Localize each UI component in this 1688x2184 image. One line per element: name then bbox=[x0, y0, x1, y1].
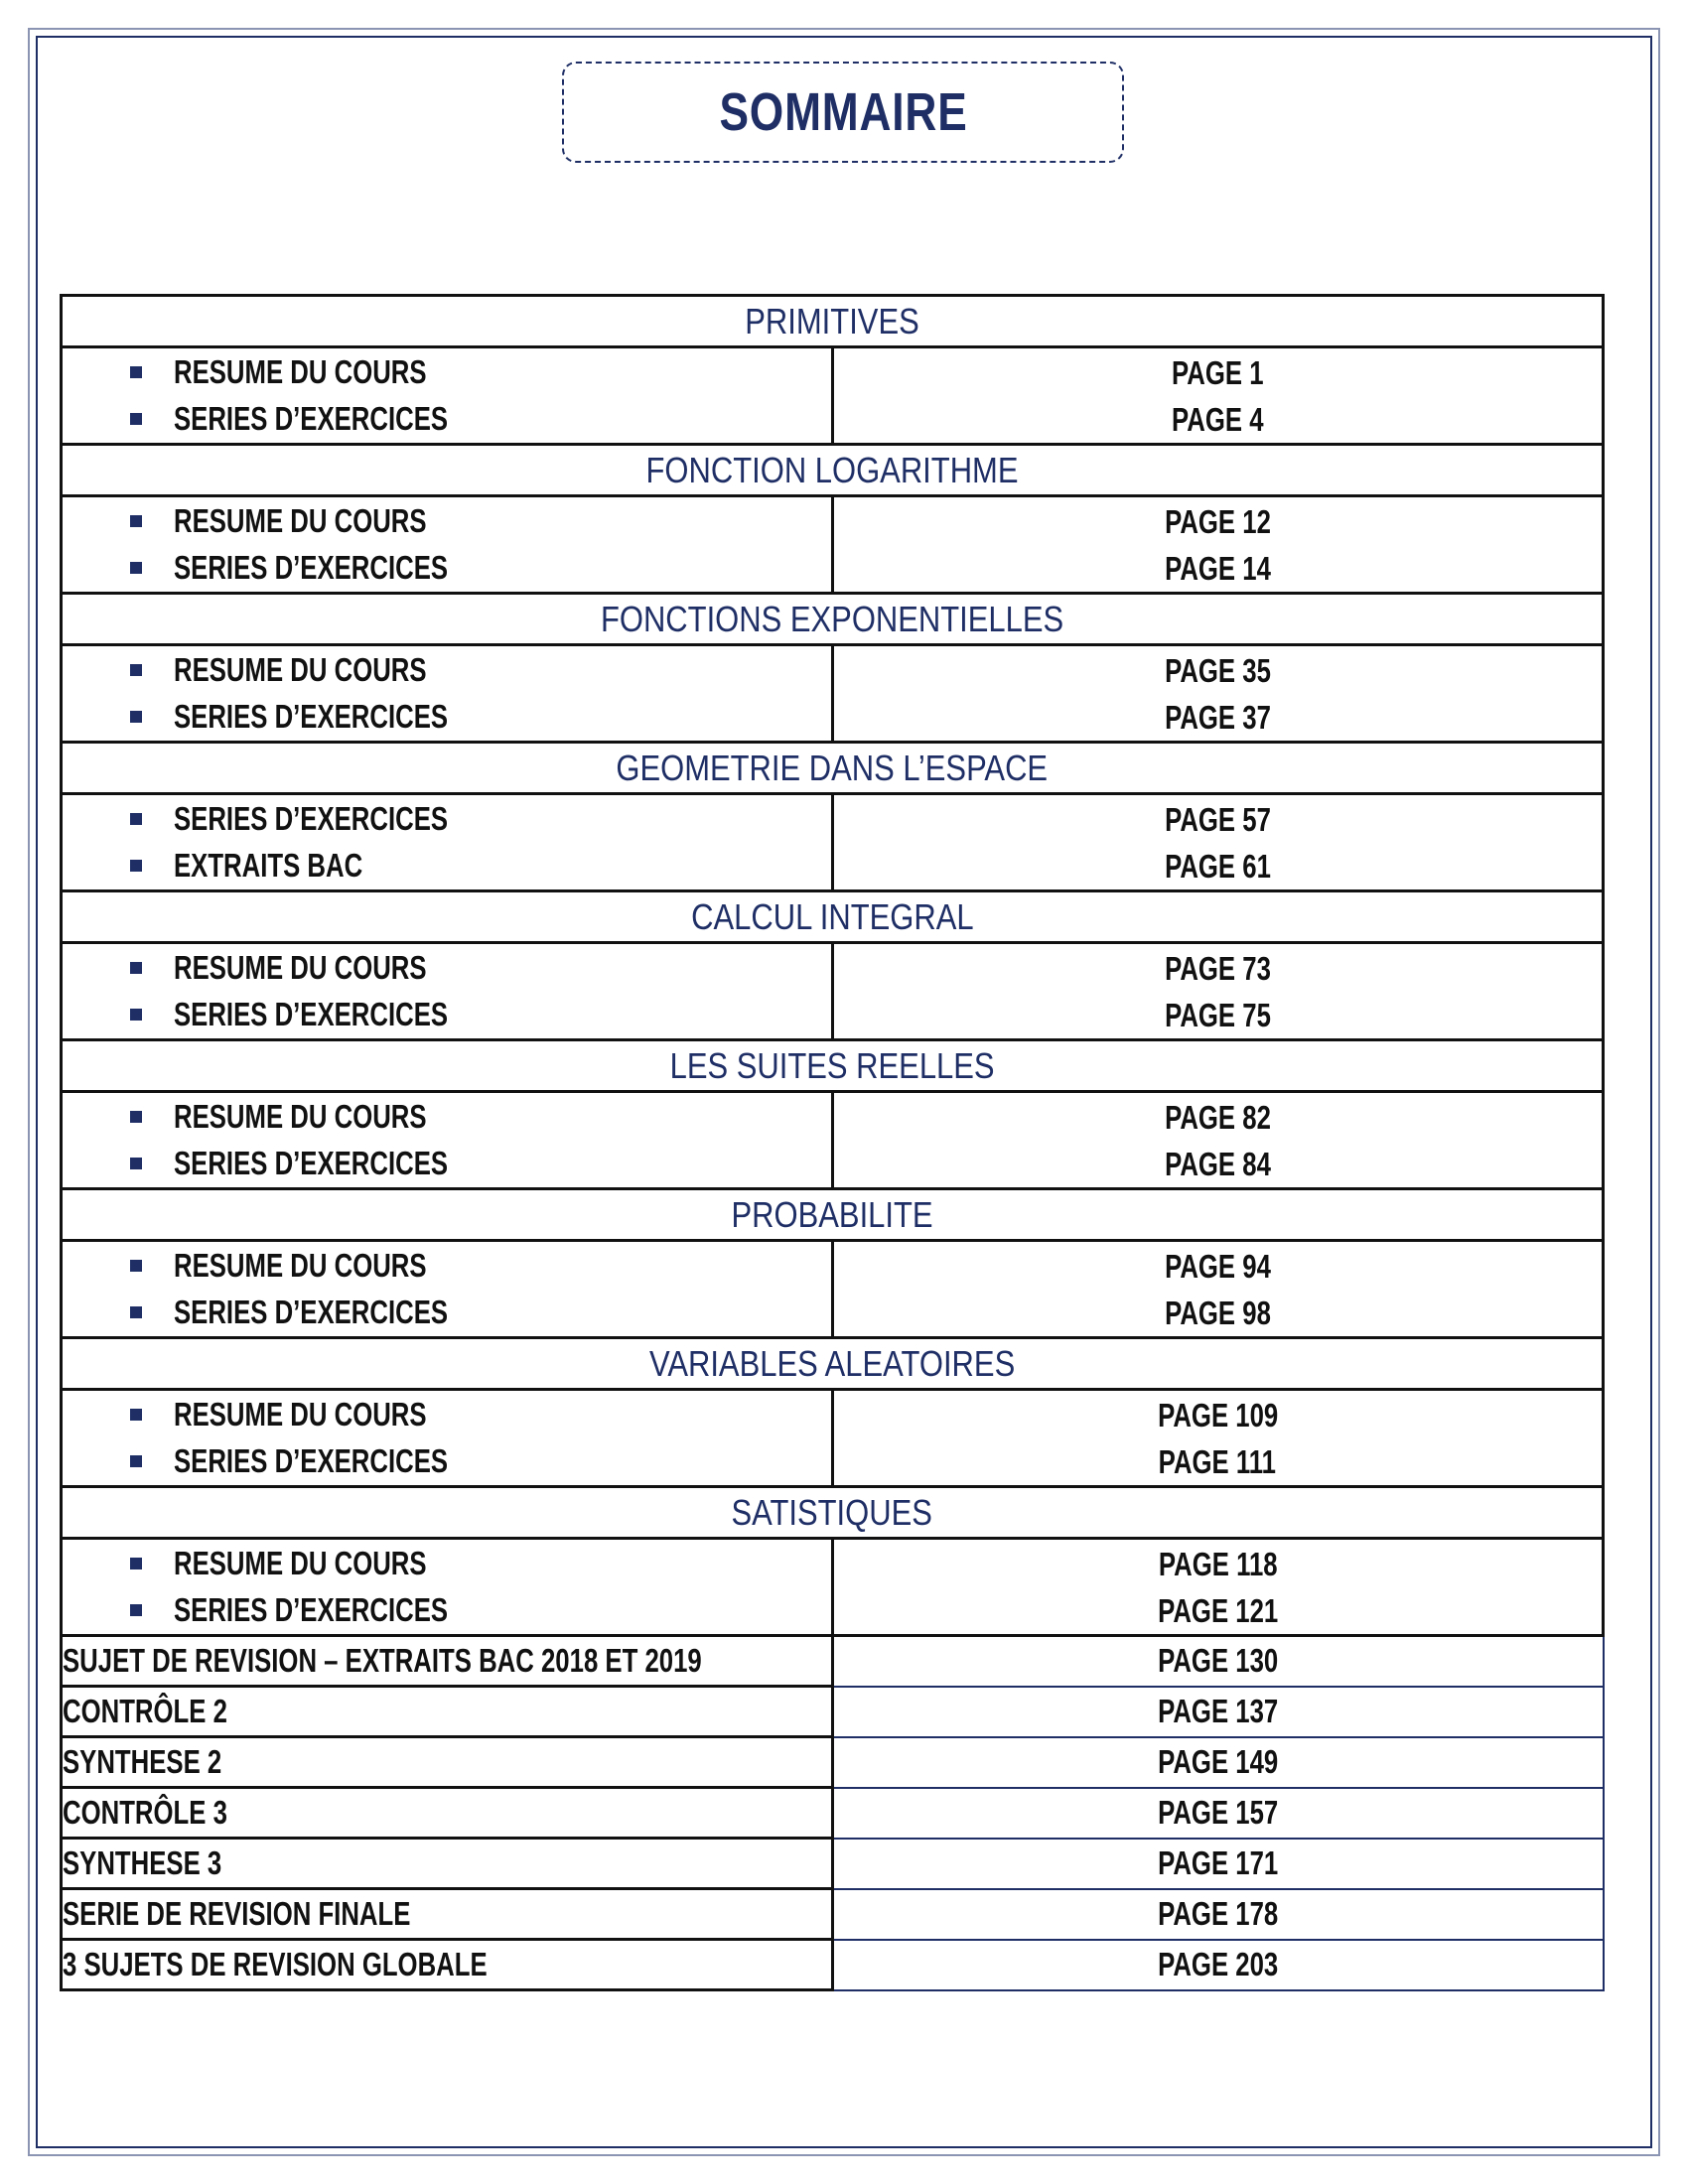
page-reference bbox=[834, 1392, 1603, 1438]
section-header-row bbox=[62, 891, 1604, 943]
page-reference bbox=[834, 796, 1603, 843]
extra-label: SYNTHESE 2 bbox=[63, 1743, 222, 1780]
section-heading bbox=[62, 594, 1604, 645]
list-item bbox=[63, 1438, 831, 1485]
section-pages-cell bbox=[832, 1241, 1604, 1338]
page-number: PAGE 137 bbox=[1157, 1693, 1279, 1729]
item-label: RESUME DU COURS bbox=[174, 651, 427, 688]
item-label: SERIES D’EXERCICES bbox=[174, 1591, 449, 1628]
page-number: PAGE 1 bbox=[1171, 353, 1264, 391]
extra-label-cell bbox=[62, 1737, 833, 1788]
list-item bbox=[63, 1094, 831, 1141]
section-header-row bbox=[62, 743, 1604, 794]
page-number: PAGE 111 bbox=[1159, 1442, 1277, 1480]
bullet-icon bbox=[130, 1558, 142, 1570]
page-number: PAGE 178 bbox=[1157, 1895, 1279, 1932]
list-item bbox=[63, 1141, 831, 1187]
section-header-row bbox=[62, 296, 1604, 347]
item-label: SERIES D’EXERCICES bbox=[174, 800, 449, 837]
section-items-cell bbox=[62, 1241, 833, 1338]
extra-label: CONTRÔLE 3 bbox=[63, 1794, 227, 1831]
list-item bbox=[63, 647, 831, 694]
extra-page-cell bbox=[832, 1636, 1604, 1687]
item-label: SERIES D’EXERCICES bbox=[174, 996, 449, 1032]
section-pages-cell bbox=[832, 496, 1604, 594]
page-number: PAGE 130 bbox=[1157, 1642, 1279, 1680]
section-items-cell bbox=[62, 943, 833, 1040]
extra-label: CONTRÔLE 2 bbox=[63, 1693, 227, 1729]
page-number: PAGE 121 bbox=[1157, 1591, 1278, 1629]
extra-label-cell bbox=[62, 1839, 833, 1889]
section-items-cell bbox=[62, 496, 833, 594]
list-item bbox=[63, 945, 831, 992]
bullet-icon bbox=[130, 1409, 142, 1421]
item-label: RESUME DU COURS bbox=[174, 353, 427, 390]
bullet-icon bbox=[130, 1158, 142, 1169]
list-item bbox=[63, 1243, 831, 1290]
item-label: RESUME DU COURS bbox=[174, 949, 427, 986]
page-reference bbox=[834, 498, 1603, 545]
section-pages-cell bbox=[832, 347, 1604, 445]
extra-label: SUJET DE REVISION – EXTRAITS BAC 2018 ET 2019 bbox=[63, 1642, 702, 1679]
page-reference bbox=[834, 647, 1603, 694]
page-number: PAGE 157 bbox=[1157, 1794, 1279, 1831]
bullet-icon bbox=[130, 1455, 142, 1467]
item-label: RESUME DU COURS bbox=[174, 1247, 427, 1284]
page-reference bbox=[834, 1094, 1603, 1141]
section-items-row bbox=[62, 496, 1604, 594]
section-header-row bbox=[62, 1040, 1604, 1092]
item-label: SERIES D’EXERCICES bbox=[174, 1442, 449, 1479]
section-items-cell bbox=[62, 347, 833, 445]
bullet-icon bbox=[130, 413, 142, 425]
section-pages-cell bbox=[832, 1092, 1604, 1189]
extra-label: SERIE DE REVISION FINALE bbox=[63, 1895, 411, 1932]
page-reference bbox=[834, 545, 1603, 592]
section-items-row bbox=[62, 1092, 1604, 1189]
section-items-row bbox=[62, 347, 1604, 445]
page-reference bbox=[834, 1541, 1603, 1587]
bullet-icon bbox=[130, 1111, 142, 1123]
section-pages-cell bbox=[832, 794, 1604, 891]
section-heading bbox=[62, 891, 1604, 943]
list-item bbox=[63, 992, 831, 1038]
title-box bbox=[562, 62, 1124, 163]
section-items-cell bbox=[62, 645, 833, 743]
section-heading-text: CALCUL INTEGRAL bbox=[690, 895, 974, 937]
section-items-row bbox=[62, 1241, 1604, 1338]
extra-label: 3 SUJETS DE REVISION GLOBALE bbox=[63, 1946, 488, 1982]
section-heading bbox=[62, 743, 1604, 794]
extra-row bbox=[62, 1636, 1604, 1687]
bullet-icon bbox=[130, 515, 142, 527]
section-heading-text: SATISTIQUES bbox=[731, 1491, 933, 1533]
item-label: SERIES D’EXERCICES bbox=[174, 549, 449, 586]
page-number: PAGE 109 bbox=[1157, 1396, 1278, 1433]
page-number: PAGE 4 bbox=[1171, 400, 1264, 438]
list-item bbox=[63, 1290, 831, 1336]
page-reference bbox=[834, 1141, 1603, 1187]
bullet-icon bbox=[130, 711, 142, 723]
extra-label-cell bbox=[62, 1636, 833, 1687]
extra-page-cell bbox=[832, 1940, 1604, 1990]
extra-row bbox=[62, 1940, 1604, 1990]
page-reference bbox=[834, 1438, 1603, 1485]
page-number: PAGE 35 bbox=[1164, 651, 1271, 689]
section-items-row bbox=[62, 943, 1604, 1040]
section-heading-text: PROBABILITE bbox=[731, 1193, 933, 1235]
extra-row bbox=[62, 1889, 1604, 1940]
section-items-row bbox=[62, 1390, 1604, 1487]
list-item bbox=[63, 843, 831, 889]
bullet-icon bbox=[130, 1306, 142, 1318]
list-item bbox=[63, 396, 831, 443]
page-number: PAGE 118 bbox=[1158, 1545, 1278, 1582]
page-reference bbox=[834, 349, 1603, 396]
section-heading-text: LES SUITES REELLES bbox=[669, 1044, 995, 1086]
section-heading-text: PRIMITIVES bbox=[745, 300, 919, 341]
extra-row bbox=[62, 1788, 1604, 1839]
item-label: SERIES D’EXERCICES bbox=[174, 1294, 449, 1330]
section-items-cell bbox=[62, 1092, 833, 1189]
section-heading-text: FONCTION LOGARITHME bbox=[645, 449, 1019, 490]
page-reference bbox=[834, 1290, 1603, 1336]
page-reference bbox=[834, 945, 1603, 992]
section-items-row bbox=[62, 1539, 1604, 1636]
section-header-row bbox=[62, 1189, 1604, 1241]
bullet-icon bbox=[130, 1260, 142, 1272]
item-label: RESUME DU COURS bbox=[174, 1545, 427, 1581]
bullet-icon bbox=[130, 664, 142, 676]
bullet-icon bbox=[130, 813, 142, 825]
section-heading-text: VARIABLES ALEATOIRES bbox=[648, 1342, 1016, 1384]
extra-row bbox=[62, 1687, 1604, 1737]
extra-page-cell bbox=[832, 1737, 1604, 1788]
page-reference bbox=[834, 1243, 1603, 1290]
page-number: PAGE 37 bbox=[1164, 698, 1271, 736]
extra-label: SYNTHESE 3 bbox=[63, 1844, 222, 1881]
section-pages-cell bbox=[832, 1539, 1604, 1636]
page-number: PAGE 14 bbox=[1164, 549, 1271, 587]
extra-label-cell bbox=[62, 1687, 833, 1737]
page-number: PAGE 94 bbox=[1164, 1247, 1271, 1285]
list-item bbox=[63, 796, 831, 843]
section-header-row bbox=[62, 1338, 1604, 1390]
page-number: PAGE 149 bbox=[1157, 1743, 1279, 1780]
section-header-row bbox=[62, 445, 1604, 496]
list-item bbox=[63, 349, 831, 396]
page-title: SOMMAIRE bbox=[718, 82, 968, 142]
list-item bbox=[63, 694, 831, 741]
page-reference bbox=[834, 992, 1603, 1038]
extra-label-cell bbox=[62, 1788, 833, 1839]
section-heading bbox=[62, 1338, 1604, 1390]
extra-page-cell bbox=[832, 1889, 1604, 1940]
page-number: PAGE 75 bbox=[1164, 996, 1271, 1033]
item-label: EXTRAITS BAC bbox=[174, 847, 363, 884]
item-label: RESUME DU COURS bbox=[174, 1098, 427, 1135]
table-of-contents bbox=[60, 294, 1605, 1991]
page-number: PAGE 84 bbox=[1164, 1145, 1271, 1182]
item-label: SERIES D’EXERCICES bbox=[174, 1145, 449, 1181]
list-item bbox=[63, 498, 831, 545]
bullet-icon bbox=[130, 860, 142, 872]
item-label: SERIES D’EXERCICES bbox=[174, 400, 449, 437]
item-label: RESUME DU COURS bbox=[174, 502, 427, 539]
page-reference bbox=[834, 1587, 1603, 1634]
list-item bbox=[63, 1392, 831, 1438]
extra-label-cell bbox=[62, 1940, 833, 1990]
page-number: PAGE 61 bbox=[1164, 847, 1271, 885]
extra-page-cell bbox=[832, 1687, 1604, 1737]
extra-row bbox=[62, 1737, 1604, 1788]
page-number: PAGE 12 bbox=[1164, 502, 1271, 540]
extra-page-cell bbox=[832, 1788, 1604, 1839]
page-number: PAGE 82 bbox=[1164, 1098, 1271, 1136]
page-reference bbox=[834, 843, 1603, 889]
page-reference bbox=[834, 396, 1603, 443]
section-heading bbox=[62, 1487, 1604, 1539]
section-pages-cell bbox=[832, 1390, 1604, 1487]
section-heading-text: GEOMETRIE DANS L’ESPACE bbox=[616, 747, 1049, 788]
section-items-cell bbox=[62, 1539, 833, 1636]
item-label: RESUME DU COURS bbox=[174, 1396, 427, 1433]
section-items-row bbox=[62, 794, 1604, 891]
bullet-icon bbox=[130, 1604, 142, 1616]
section-heading bbox=[62, 1189, 1604, 1241]
bullet-icon bbox=[130, 962, 142, 974]
page-number: PAGE 57 bbox=[1164, 800, 1271, 838]
section-pages-cell bbox=[832, 645, 1604, 743]
page-number: PAGE 98 bbox=[1164, 1294, 1271, 1331]
section-pages-cell bbox=[832, 943, 1604, 1040]
section-heading bbox=[62, 296, 1604, 347]
extra-row bbox=[62, 1839, 1604, 1889]
list-item bbox=[63, 545, 831, 592]
section-items-cell bbox=[62, 1390, 833, 1487]
section-heading bbox=[62, 445, 1604, 496]
section-items-row bbox=[62, 645, 1604, 743]
extra-page-cell bbox=[832, 1839, 1604, 1889]
section-header-row bbox=[62, 594, 1604, 645]
list-item bbox=[63, 1541, 831, 1587]
page-number: PAGE 73 bbox=[1164, 949, 1271, 987]
item-label: SERIES D’EXERCICES bbox=[174, 698, 449, 735]
page-number: PAGE 171 bbox=[1157, 1844, 1279, 1881]
list-item bbox=[63, 1587, 831, 1634]
extra-label-cell bbox=[62, 1889, 833, 1940]
bullet-icon bbox=[130, 366, 142, 378]
section-items-cell bbox=[62, 794, 833, 891]
bullet-icon bbox=[130, 562, 142, 574]
section-header-row bbox=[62, 1487, 1604, 1539]
page-number: PAGE 203 bbox=[1157, 1946, 1279, 1982]
bullet-icon bbox=[130, 1009, 142, 1021]
section-heading bbox=[62, 1040, 1604, 1092]
page-reference bbox=[834, 694, 1603, 741]
section-heading-text: FONCTIONS EXPONENTIELLES bbox=[600, 598, 1064, 639]
